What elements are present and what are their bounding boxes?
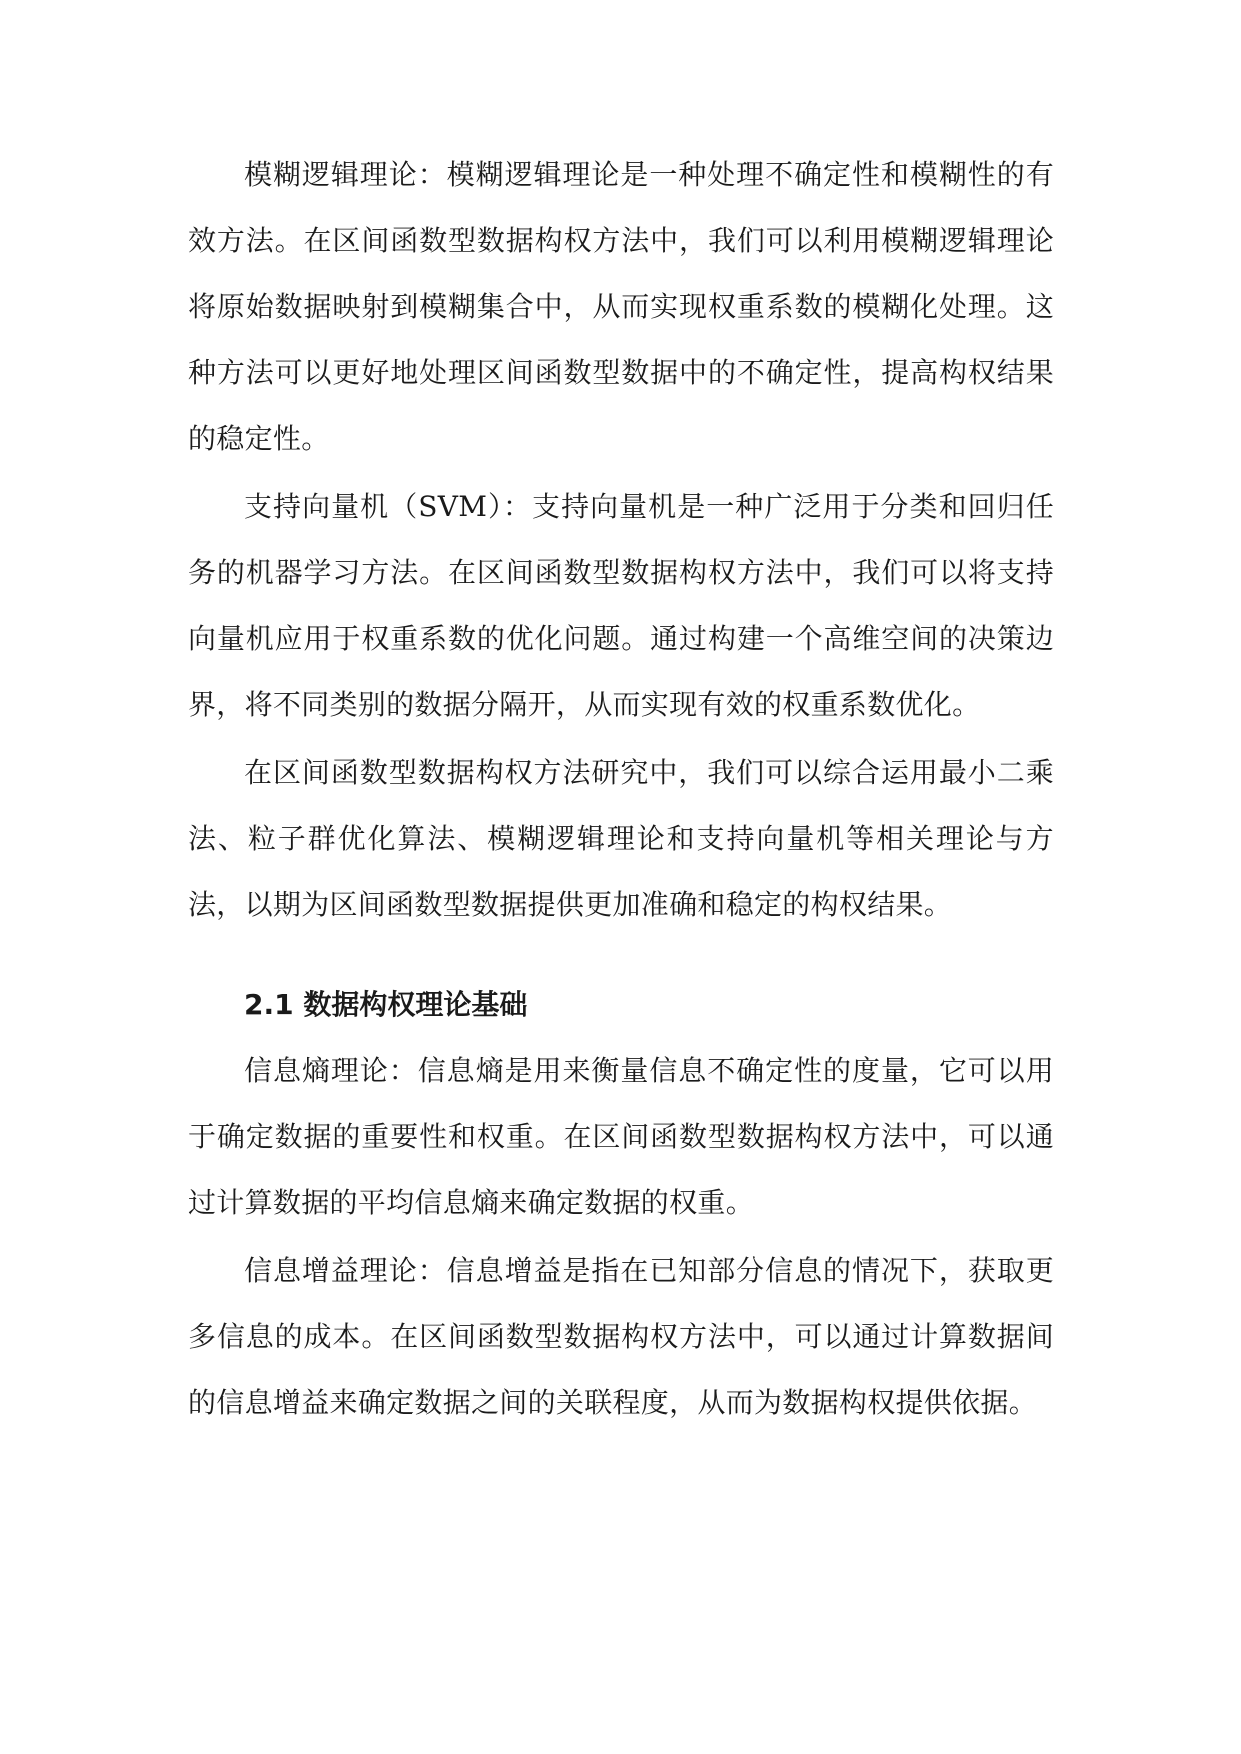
page-content [188,142,1054,1436]
paragraph-fuzzy-logic: 模糊逻辑理论：模糊逻辑理论是一种处理不确定性和模糊性的有效方法。在区间函数型数据构权方法中，我们可以利用模糊逻辑理论将原始数据映射到模糊集合中，从而实现权重系数的模糊化处理。这种方法可以更好地处理区间函数型数据中的不确定性，提高构权结果的稳定性。 [188,158,1054,455]
paragraph-summary: 在区间函数型数据构权方法研究中，我们可以综合运用最小二乘法、粒子群优化算法、模糊逻辑理论和支持向量机等相关理论与方法，以期为区间函数型数据提供更加准确和稳定的构权结果。 [188,756,1054,921]
paragraph-svm: 支持向量机（SVM）：支持向量机是一种广泛用于分类和回归任务的机器学习方法。在区间函数型数据构权方法中，我们可以将支持向量机应用于权重系数的优化问题。通过构建一个高维空间的决策边界，将不同类别的数据分隔开，从而实现有效的权重系数优化。 [188,490,1054,721]
paragraph-information-entropy: 信息熵理论：信息熵是用来衡量信息不确定性的度量，它可以用于确定数据的重要性和权重。在区间函数型数据构权方法中，可以通过计算数据的平均信息熵来确定数据的权重。 [188,1054,1054,1219]
section-heading: 2.1 数据构权理论基础 [244,988,528,1021]
paragraph-information-gain: 信息增益理论：信息增益是指在已知部分信息的情况下，获取更多信息的成本。在区间函数型数据构权方法中，可以通过计算数据间的信息增益来确定数据之间的关联程度，从而为数据构权提供依据。 [188,1254,1054,1419]
